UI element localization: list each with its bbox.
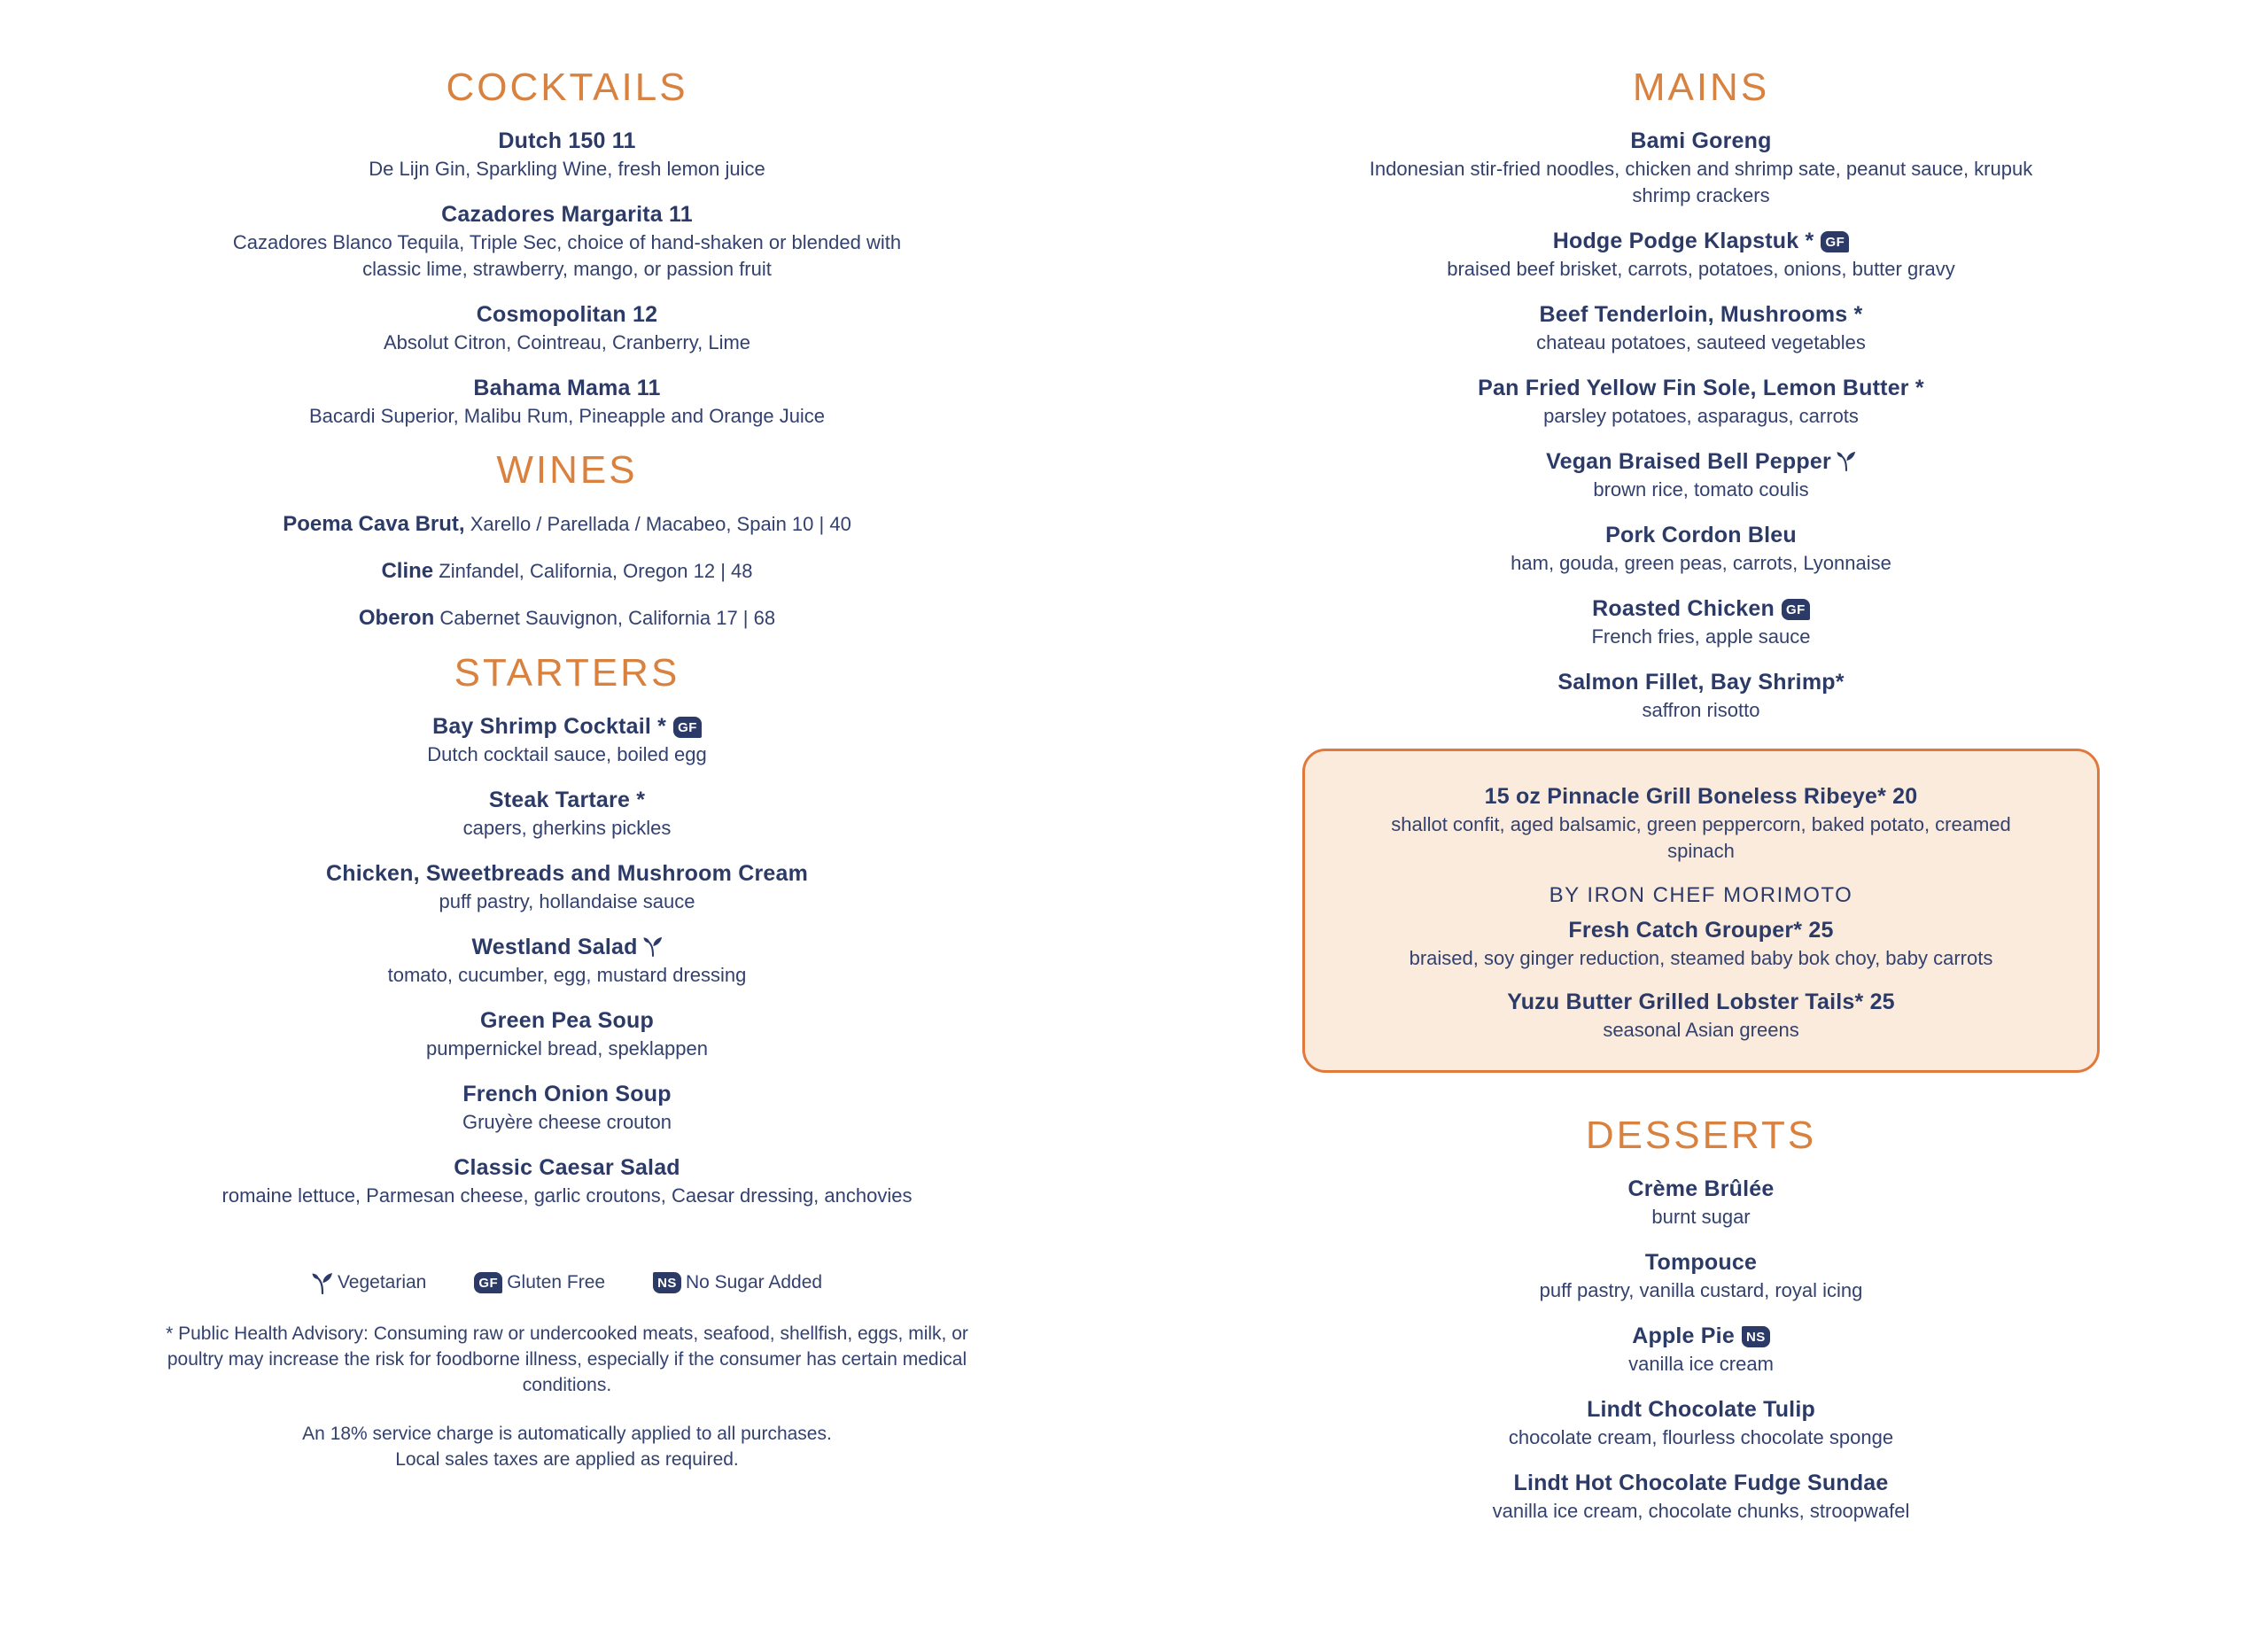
menu-item [1134, 228, 2268, 283]
health-advisory: * Public Health Advisory: Consuming raw or undercooked meats, seafood, shellfish, eggs, milk, or poultry may increase the risk for foodborne illness, especially if the consumer has certain medical conditions. [166, 1323, 968, 1395]
wine-item [0, 604, 1134, 632]
item-name: Pan Fried Yellow Fin Sole, Lemon Butter * [1478, 376, 1924, 400]
starters-list [0, 713, 1134, 1209]
item-name: Beef Tenderloin, Mushrooms * [1539, 302, 1863, 327]
item-name: Westland Salad [0, 934, 1134, 961]
menu-item [1134, 448, 2268, 503]
menu-item [1134, 1249, 2268, 1304]
item-name: Bay Shrimp Cocktail * GF [0, 713, 1134, 741]
item-description: vanilla ice cream [1628, 1353, 1774, 1375]
item-description: pumpernickel bread, speklappen [426, 1037, 708, 1060]
item-description: saffron risotto [1642, 699, 1760, 721]
menu-item [0, 1081, 1134, 1136]
item-name: Roasted Chicken GF [1134, 595, 2268, 623]
item-name: Green Pea Soup [480, 1008, 654, 1033]
item-name: Yuzu Butter Grilled Lobster Tails* 25 [1507, 990, 1895, 1014]
menu-item [1340, 783, 2062, 865]
item-name: Pork Cordon Bleu [1605, 523, 1797, 547]
section-wines [0, 448, 1134, 632]
item-name: Tompouce [1644, 1250, 1758, 1275]
desserts-list [1134, 1176, 2268, 1525]
section-cocktails [0, 66, 1134, 430]
section-desserts [1134, 1114, 2268, 1525]
wine-details: Xarello / Parellada / Macabeo, Spain 10 | 40 [464, 513, 851, 535]
item-description: Dutch cocktail sauce, boiled egg [427, 743, 707, 765]
no-sugar-added-icon: NS [653, 1272, 681, 1293]
item-description: De Lijn Gin, Sparkling Wine, fresh lemon juice [369, 158, 765, 180]
item-name: Cosmopolitan 12 [476, 302, 658, 327]
legend-no-sugar-added [653, 1272, 822, 1293]
item-description: chocolate cream, flourless chocolate sponge [1508, 1426, 1894, 1448]
item-description: puff pastry, vanilla custard, royal icing [1539, 1279, 1863, 1301]
section-title-wines: WINES [496, 448, 638, 492]
item-description: Indonesian stir-fried noodles, chicken and shrimp sate, peanut sauce, krupuk shrimp crackers [1369, 158, 2033, 206]
item-description: braised beef brisket, carrots, potatoes, onions, butter gravy [1447, 258, 1955, 280]
menu-item [0, 128, 1134, 182]
section-starters [0, 651, 1134, 1209]
menu-item [0, 201, 1134, 283]
item-description: ham, gouda, green peas, carrots, Lyonnaise [1511, 552, 1891, 574]
service-charge-note: An 18% service charge is automatically applied to all purchases. [302, 1424, 832, 1444]
vegetarian-leaf-icon [1837, 450, 1856, 471]
mains-list [1134, 128, 2268, 724]
wine-item [0, 557, 1134, 585]
gluten-free-icon: GF [673, 717, 702, 738]
menu-item [1340, 917, 2062, 972]
item-name: Vegan Braised Bell Pepper [1134, 448, 2268, 476]
legend-gluten-free [474, 1272, 605, 1293]
vegetarian-leaf-icon [643, 935, 663, 957]
item-name: Crème Brûlée [1627, 1176, 1775, 1201]
item-name: Dutch 150 11 [498, 128, 636, 153]
item-description: chateau potatoes, sauteed vegetables [1536, 331, 1866, 353]
section-title-desserts: DESSERTS [1585, 1114, 1817, 1157]
item-description: seasonal Asian greens [1603, 1019, 1799, 1041]
item-name: Fresh Catch Grouper* 25 [1568, 918, 1834, 943]
menu-item [1134, 1176, 2268, 1230]
wines-list [0, 510, 1134, 632]
item-description: French fries, apple sauce [1591, 625, 1811, 648]
item-description: Bacardi Superior, Malibu Rum, Pineapple and Orange Juice [308, 405, 826, 427]
item-description: capers, gherkins pickles [462, 817, 672, 839]
item-description: vanilla ice cream, chocolate chunks, stroopwafel [1492, 1500, 1910, 1522]
item-description: romaine lettuce, Parmesan cheese, garlic croutons, Caesar dressing, anchovies [221, 1184, 913, 1207]
legend-row [0, 1271, 1134, 1294]
left-column [0, 66, 1134, 1543]
item-description: Gruyère cheese crouton [462, 1111, 672, 1133]
menu-item [0, 301, 1134, 356]
menu-item [1134, 522, 2268, 577]
item-description: Absolut Citron, Cointreau, Cranberry, Lime [383, 331, 751, 353]
menu-item [1134, 1396, 2268, 1451]
item-description: braised, soy ginger reduction, steamed baby bok choy, baby carrots [1409, 947, 1993, 969]
item-name: Chicken, Sweetbreads and Mushroom Cream [325, 861, 809, 886]
item-name: French Onion Soup [462, 1082, 672, 1106]
menu-item [1134, 669, 2268, 724]
item-description: burnt sugar [1651, 1206, 1751, 1228]
menu-item [1134, 375, 2268, 430]
gluten-free-icon: GF [1782, 599, 1810, 620]
menu-item [0, 713, 1134, 768]
iron-chef-morimoto-heading: BY IRON CHEF MORIMOTO [1549, 883, 1853, 907]
item-description: Cazadores Blanco Tequila, Triple Sec, choice of hand-shaken or blended with classic lime, strawberry, mango, or passion fruit [232, 231, 902, 280]
wine-details: Cabernet Sauvignon, California 17 | 68 [434, 607, 776, 629]
item-description: tomato, cucumber, egg, mustard dressing [387, 964, 747, 986]
item-name: Cazadores Margarita 11 [441, 202, 693, 227]
item-name: Lindt Chocolate Tulip [1587, 1397, 1815, 1422]
legend-vegetarian [312, 1271, 426, 1294]
section-title-starters: STARTERS [454, 651, 680, 695]
no-sugar-added-icon: NS [1742, 1326, 1770, 1347]
item-name: Lindt Hot Chocolate Fudge Sundae [1513, 1471, 1889, 1495]
wine-item [0, 510, 1134, 538]
menu-item [1134, 1470, 2268, 1525]
legend-gluten-free-label: Gluten Free [507, 1272, 606, 1292]
menu-item [0, 1007, 1134, 1062]
legend-no-sugar-added-label: No Sugar Added [685, 1272, 823, 1292]
menu-item [0, 934, 1134, 989]
item-name: Hodge Podge Klapstuk * GF [1134, 228, 2268, 255]
item-name: Bahama Mama 11 [473, 376, 661, 400]
item-name: Apple Pie NS [1134, 1323, 2268, 1350]
right-column [1134, 66, 2268, 1543]
item-description: shallot confit, aged balsamic, green peppercorn, baked potato, creamed spinach [1391, 813, 2011, 862]
service-notes [0, 1421, 1134, 1472]
item-description: parsley potatoes, asparagus, carrots [1543, 405, 1859, 427]
menu-item [1340, 989, 2062, 1044]
menu-item [0, 375, 1134, 430]
menu-item [0, 860, 1134, 915]
vegetarian-leaf-icon [312, 1271, 333, 1294]
item-name: Salmon Fillet, Bay Shrimp* [1557, 670, 1845, 695]
section-mains [1134, 66, 2268, 724]
item-description: brown rice, tomato coulis [1593, 478, 1809, 501]
menu-item [1134, 595, 2268, 650]
pinnacle-grill-featured-box [1302, 749, 2100, 1073]
section-title-cocktails: COCKTAILS [446, 66, 688, 109]
menu-item [1134, 1323, 2268, 1378]
item-name: 15 oz Pinnacle Grill Boneless Ribeye* 20 [1484, 784, 1918, 809]
cocktails-list [0, 128, 1134, 430]
wine-name: Oberon [358, 606, 435, 630]
menu-item [1134, 128, 2268, 209]
item-name: Steak Tartare * [488, 788, 646, 812]
sales-tax-note: Local sales taxes are applied as required. [395, 1449, 739, 1470]
wine-details: Zinfandel, California, Oregon 12 | 48 [433, 560, 753, 582]
gluten-free-icon: GF [474, 1272, 502, 1293]
item-name: Classic Caesar Salad [454, 1155, 680, 1180]
section-title-mains: MAINS [1632, 66, 1770, 109]
menu-item [0, 787, 1134, 842]
menu-item [0, 1154, 1134, 1209]
item-name: Bami Goreng [1630, 128, 1772, 153]
gluten-free-icon: GF [1821, 231, 1849, 252]
wine-name: Cline [381, 559, 434, 583]
legend-vegetarian-label: Vegetarian [337, 1272, 427, 1292]
wine-name: Poema Cava Brut, [283, 512, 465, 536]
menu-item [1134, 301, 2268, 356]
item-description: puff pastry, hollandaise sauce [439, 890, 695, 912]
